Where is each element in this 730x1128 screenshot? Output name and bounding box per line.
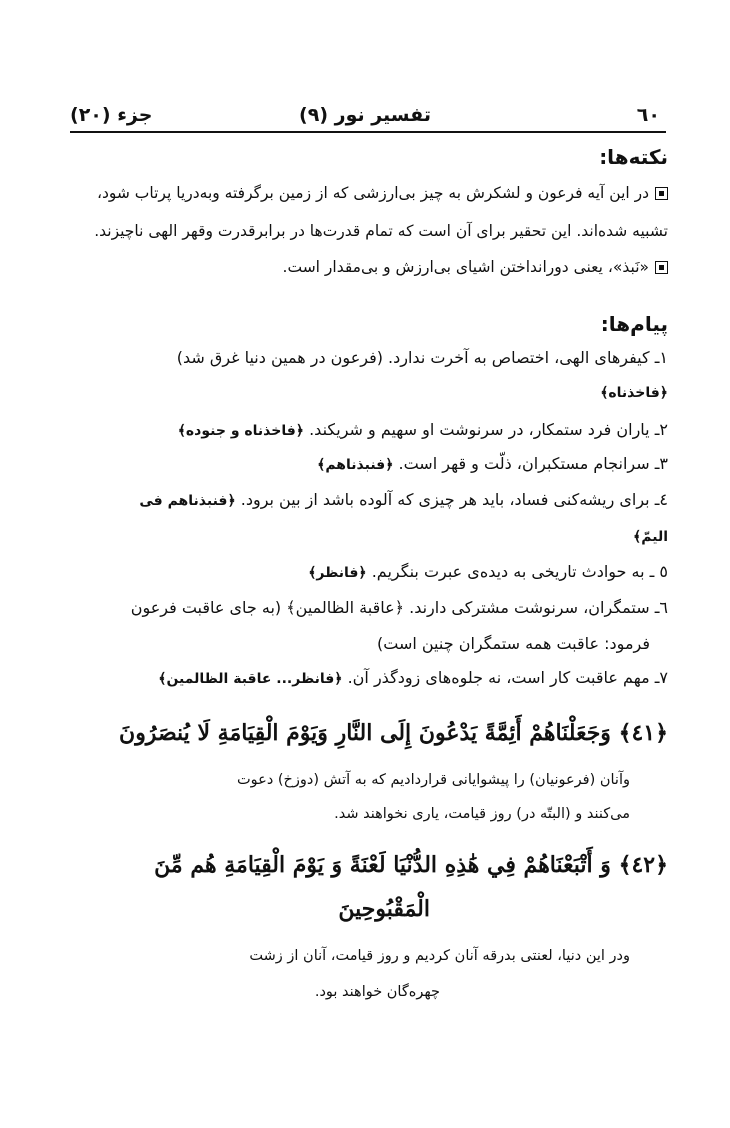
- notes-title: نکته‌ها:: [599, 145, 668, 169]
- header-divider: [70, 131, 666, 133]
- message-line: ۱ـ کیفرهای الهی، اختصاص به آخرت ندارد. (فرعون در همین دنیا غرق شد): [176, 348, 668, 367]
- verse-41-translation: می‌كنند و (البتّه در) روز قیامت، یاری نخواهند شد.: [334, 806, 630, 822]
- square-bullet-icon: [655, 187, 668, 200]
- page-number: ٦٠: [636, 104, 660, 126]
- note-line: در این آیه فرعون و لشکرش به چیز بی‌ارزشی که از زمین برگرفته وبه‌دریا پرتاب شود،: [97, 184, 668, 202]
- verse-42-arabic: الْمَقْبُوحِينَ: [338, 896, 430, 922]
- message-line: ٤ـ برای ریشه‌کنی فساد، باید هر چیزی که آلوده باشد از بین برود. ﴿فنبذناهم فی: [139, 490, 668, 509]
- verse-41-translation: وآنان (فرعونیان) را پیشوایانی قرارداديم كه به آتش (دوزخ) دعوت: [237, 772, 630, 788]
- note-line: تشبیه شده‌اند. این تحقیر برای آن است که تمام قدرت‌ها در برابرقدرت وقهر الهی ناچیزند.: [94, 222, 668, 240]
- square-bullet-icon: [655, 261, 668, 274]
- message-line: ۷ـ مهم عاقبت کار است، نه جلوه‌های زودگذر آن. ﴿فانظر... عاقبة الظالمین﴾: [158, 668, 668, 687]
- message-line: فرمود: عاقبت همه ستمگران چنین است): [376, 634, 650, 653]
- message-line: ٦ـ ستمگران، سرنوشت مشترکی دارند. ﴿عاقبة الظالمین﴾ (به جای عاقبت فرعون: [130, 598, 668, 617]
- juz-label: جزء (٢٠): [70, 104, 153, 126]
- message-line: ﴿فاخذناه﴾: [600, 385, 668, 401]
- verse-42-translation: ودر این دنیا، لعنتی بدرقه آنان كرديم و روز قیامت، آنان از زشت: [249, 948, 630, 964]
- message-line: ۲ـ یاران فرد ستمکار، در سرنوشت او سهیم و شریکند. ﴿فاخذناه و جنوده﴾: [177, 420, 668, 439]
- running-title: تفسیر نور (٩): [299, 104, 431, 126]
- verse-41-arabic: ﴿٤١﴾ وَجَعَلْنَاهُمْ أَئِمَّةً يَدْعُونَ إِلَى النَّارِ وَيَوْمَ الْقِيَامَةِ لَا يُنصَرُونَ: [119, 720, 668, 746]
- page-header: [70, 104, 660, 128]
- message-line: الیمّ﴾: [633, 529, 668, 545]
- messages-title: پیام‌ها:: [600, 312, 668, 336]
- note-line: «نَبذ»، یعنی دورانداختن اشیای بی‌ارزش و بی‌مقدار است.: [283, 258, 668, 276]
- verse-42-arabic: ﴿٤٢﴾ وَ أَتْبَعْنَاهُمْ فِي هَٰذِهِ الدُّنْيَا لَعْنَةً وَ يَوْمَ الْقِيَامَةِ هُم مِّنَ: [154, 852, 668, 878]
- verse-42-translation: چهره‌گان خواهند بود.: [314, 984, 440, 1000]
- message-line: ٥ ـ به حوادث تاریخی به دیده‌ی عبرت بنگریم. ﴿فانظر﴾: [308, 562, 668, 581]
- message-line: ۳ـ سرانجام مستکبران، ذلّت و قهر است. ﴿فنبذناهم﴾: [317, 454, 668, 473]
